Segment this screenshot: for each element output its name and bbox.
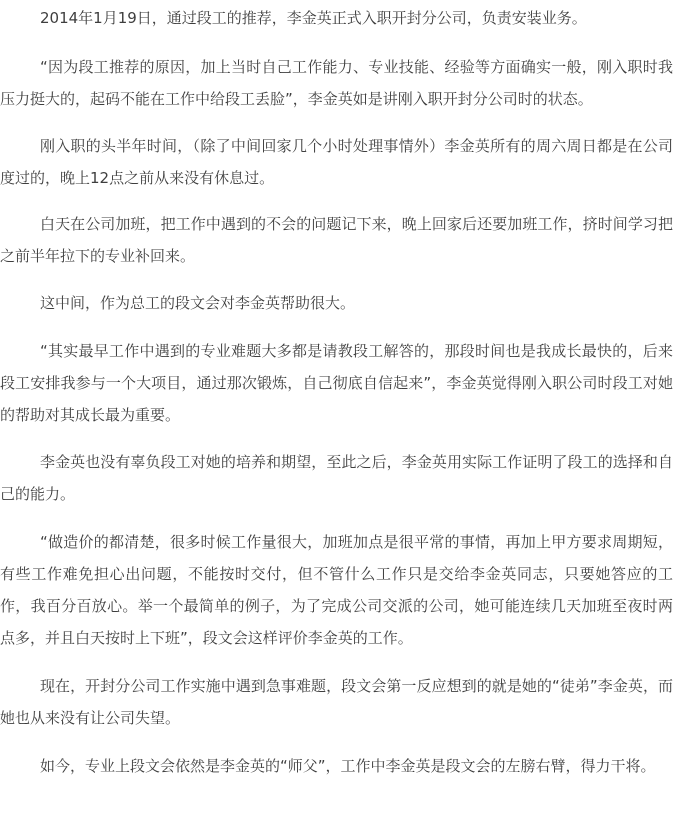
article-paragraph: “其实最早工作中遇到的专业难题大多都是请教段工解答的，那段时间也是我成长最快的，后来段工安排我参与一个大项目，通过那次锻炼，自己彻底自信起来”，李金英觉得刚入职公司时段工对她的帮助对其成长最为重要。 (0, 342, 673, 424)
article-paragraph: 2014年1月19日，通过段工的推荐，李金英正式入职开封分公司，负责安装业务。 (40, 9, 587, 27)
article-paragraph: 白天在公司加班，把工作中遇到的不会的问题记下来，晚上回家后还要加班工作，挤时间学习把之前半年拉下的专业补回来。 (0, 215, 673, 265)
article-paragraph: 李金英也没有辜负段工对她的培养和期望，至此之后，李金英用实际工作证明了段工的选择和自己的能力。 (0, 453, 673, 503)
article-paragraph: “做造价的都清楚，很多时候工作量很大，加班加点是很平常的事情，再加上甲方要求周期短，有些工作难免担心出问题，不能按时交付，但不管什么工作只是交给李金英同志，只要她答应的工作，我百分百放心。举一个最简单的例子，为了完成公司交派的公司，她可能连续几天加班至夜时两点多，并且白天按时上下班”，段文会这样评价李金英的工作。 (0, 533, 673, 647)
article-paragraph: 这中间，作为总工的段文会对李金英帮助很大。 (40, 294, 356, 312)
article-paragraph: “因为段工推荐的原因，加上当时自己工作能力、专业技能、经验等方面确实一般，刚入职时我压力挺大的，起码不能在工作中给段工丢脸”，李金英如是讲刚入职开封分公司时的状态。 (0, 58, 673, 108)
article-paragraph: 刚入职的头半年时间，（除了中间回家几个小时处理事情外）李金英所有的周六周日都是在公司度过的，晚上12点之前从来没有休息过。 (0, 137, 673, 187)
article-paragraph: 如今，专业上段文会依然是李金英的“师父”，工作中李金英是段文会的左膀右臂，得力干将。 (40, 757, 656, 775)
article-paragraph: 现在，开封分公司工作实施中遇到急事难题，段文会第一反应想到的就是她的“徒弟”李金英，而她也从来没有让公司失望。 (0, 677, 673, 727)
